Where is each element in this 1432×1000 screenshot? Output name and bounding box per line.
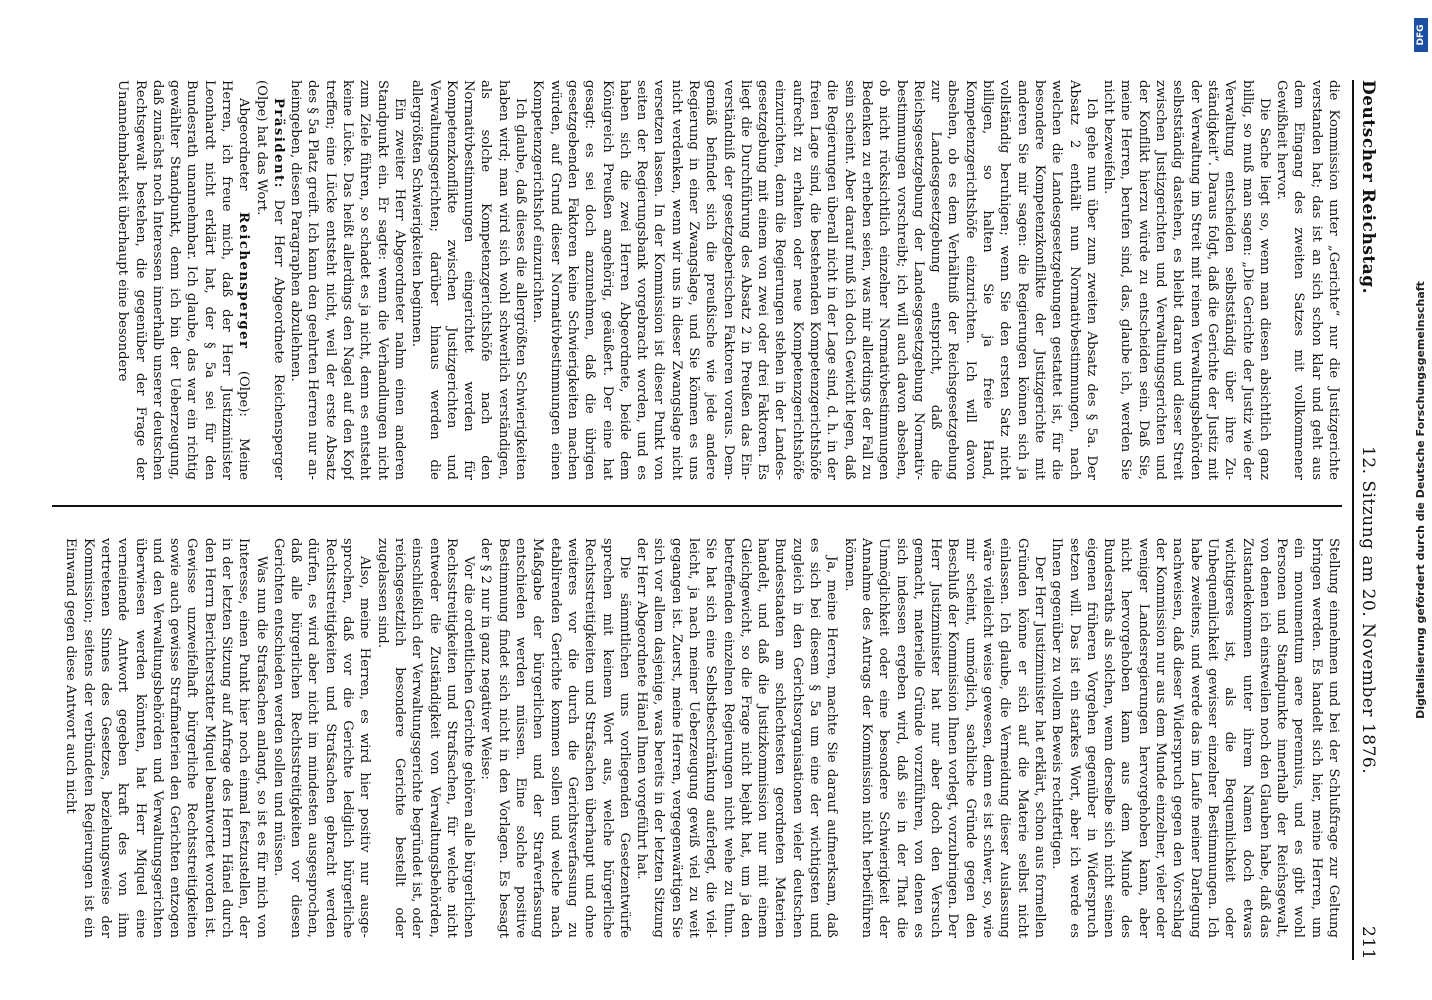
paragraph	[1273, 80, 1342, 480]
paragraph-text: Präsident: Der Herr Abgeordnete Reichensperger (Olpe) hat das Wort.	[253, 80, 286, 480]
speaker-name: Reichensperger	[236, 211, 252, 350]
paragraph-text: die Kommission unter „Gerichte“ nur die Justizgerichte verstanden hat; das ist an sich schon klar und geht aus dem Eingang des zweiten Satzes mit vollkommener Gewißheit hervor.	[1274, 80, 1341, 480]
dfg-sidebar	[1412, 10, 1430, 990]
paragraph	[408, 80, 529, 480]
speaker-name: Präsident:	[270, 98, 286, 190]
paragraph-text: Ich glaube, daß dieses die allergrößten Schwierigkeiten haben wird; man wird sich wohl schwerlich verständigen, als solche Kompetenzgerichtshöfe nach den Normativbestimmungen eingerichtet werden für Kompetenzkonflikte zwischen Justizgerichten und Verwaltungsgerichten; darüber hinaus werden die allergrößten Schwierigkeiten beginnen.	[409, 80, 529, 480]
paragraph-text: Ein zweiter Herr Abgeordneter nahm einen anderen Standpunkt ein. Er sagte: wenn die Verhandlungen nicht zum Ziele führen, so schadet es ja nicht, denn es entsteht keine Lücke. Das heißt allerdings den Nagel auf den Kopf treffen; eine Lücke entsteht nicht, weil der erste Absatz des § 5a Platz greift. Ich kann den geehrten Herren nur anheimgeben, diesen Paragraphen abzulehnen.	[288, 80, 407, 480]
paragraph-text: Abgeordneter Reichensperger (Olpe): Meine Herren, ich freue mich, daß der Herr Justizminister Leonhardt nicht erklärt hat, der § 5a sei für den Bundesrath unannehmbar. Ich glaube, das war ein richtig gewählter Standpunkt, denn ich bin der Ueberzeugung, daß zunächst noch Interessen innerhalb unserer deutschen Rechtsgewalt bestehen, die gegenüber der Frage der Unannehmbarkeit überhaupt eine besondere	[115, 80, 252, 480]
paragraph-text: Was nun die Strafsachen anlangt, so ist es für mich von Interesse, einen Punkt hier noch einmal festzustellen, der in der letzten Sitzung auf Anfrage des Herrn Hänel durch den Herrn Berichterstatter Miquel beantwortet worden ist. Gewisse unzweifelhaft bürgerliche Rechtsstreitigkeiten sowie auch gewisse Strafmaterien den Gerichten entzogen und den Verwaltungsbehörden und Verwaltungsgerichten überwiesen werden könnten, hat Herr Miquel eine verneinende Antwort gegeben kraft des von ihm vertretenen Sinnes des Gesetzes, beziehungsweise der Kommission; seitens der verbündeten Regierungen ist ein Einwand gegen diese Antwort auch nicht	[63, 538, 269, 938]
paragraph	[840, 538, 1048, 938]
paragraph	[477, 538, 633, 938]
page-header	[1352, 80, 1398, 960]
paragraph-text: Vor die ordentlichen Gerichte gehören alle bürgerlichen Rechtsstreitigkeiten und Strafsachen, für welche nicht entweder die Zuständigkeit von Verwaltungsbehörden, einschließlich der Verwaltungsgerichte begründet ist, oder reichsgesetzlich besondere Gerichte bestellt oder zugelassen sind.	[374, 538, 477, 938]
column-divider	[52, 505, 1342, 507]
paragraph	[62, 538, 270, 938]
paragraph	[287, 80, 408, 480]
paragraph	[633, 538, 841, 938]
paragraph	[252, 80, 287, 480]
publication-title: Deutscher Reichstag.	[1358, 80, 1378, 295]
paragraph	[529, 80, 1100, 480]
paragraph-text: Also, meine Herren, es wird hier positiv nur ausgesprochen, daß vor die Gerichte lediglich bürgerliche Rechtsstreitigkeiten und Strafsachen gebracht werden dürfen, es wird aber nicht im mindesten ausgesprochen, daß alle bürgerlichen Rechtsstreitigkeiten vor diesen Gerichten entschieden werden sollen und müssen.	[270, 538, 373, 938]
right-text-column	[32, 538, 1342, 938]
left-text-column	[32, 80, 1342, 480]
paragraph	[1048, 538, 1342, 938]
paragraph-text: Die Sache liegt so, wenn man diesen absichtlich ganz billig, so muß man sagen: „Die Gerichte der Justiz wie der Verwaltung entscheiden selbstständig über ihre Zuständigkeit“. Daraus folgt, daß die Gerichte der Justiz mit der Verwaltung im Streit mit reinen Verwaltungsbehörden selbstständig dastehen, es bleibt daran und dieser Streit zwischen Justizgerichten und Verwaltungsgerichten und der Konflikt hierzu würde zu entscheiden sein. Daß Sie, meine Herren, berufen sind, das, glaube ich, werden Sie nicht bezweifeln.	[1101, 80, 1272, 480]
dfg-credit-text: Digitalisierung gefördert durch die Deutsche Forschungsgemeinschaft	[1414, 281, 1427, 719]
paragraph	[1100, 80, 1273, 480]
paragraph	[373, 538, 477, 938]
dfg-logo-text: DFG	[1416, 24, 1426, 46]
paragraph	[114, 80, 252, 480]
paragraph-text: Ja, meine Herren, machte Sie darauf aufmerksam, daß es sich bei diesem § 5a um eine der wichtigsten und zugleich in den Gerichtsorganisationen vieler deutschen Bundesstaaten am schlechtesten geordneten Materien handelt, und daß die Justizkommission nur mit einem Gleichgewicht, so die Frage nicht bejaht hat, um ja den betreffenden einzelnen Regierungen nicht wehe zu thun. Sie hat sich eine Selbstbeschränkung auferlegt, die vielleicht, ja nach meiner Ueberzeugung gewiß viel zu weit gegangen ist. Zuerst, meine Herren, vergegenwärtigen Sie sich vor allem dasjenige, was bereits in der letzten Sitzung der Herr Abgeordnete Hänel Ihnen vorgeführt hat.	[634, 538, 840, 938]
paragraph-text: Stellung einnehmen und bei der Schlußfrage zur Geltung bringen werden. Es handelt sich hier, meine Herren, um ein monumentum aere perennius, und es gibt wohl Personen und Standpunkte innerhalb der Reichsgewalt, von denen ich einstweilen noch den Glauben habe, daß das Zustandekommen unter ihrem Namen doch etwas wichtigeres ist, als die Bequemlichkeit oder Unbequemlichkeit gewisser einzelner Bestimmungen. Ich habe zweitens, und werde das im Laufe meiner Darlegung nachweisen, daß dieser Widerspruch gegen den Vorschlag der Kommission nur aus dem Munde einzelner, vieler oder weniger Landesregierungen hervorgehoben kann, aber nicht hervorgehoben kann aus dem Munde des Bundesraths als solchen, wenn derselbe sich nicht seinen eigenen früheren Vorgehen gegenüber in Widerspruch setzen will. Das ist ein starkes Wort, aber ich werde es Ihnen gegenüber zu vollem Beweis rechtfertigen.	[1049, 538, 1341, 938]
page-number: 211	[1358, 926, 1378, 960]
paragraph-text: Der Herr Justizminister hat erklärt, schon aus formellen Gründen könne er sich auf die Materie selbst nicht einlassen. Ich glaube, die Vermeidung dieser Auslassung wäre vielleicht weise gewesen, denn es ist schwer, so, wie mir scheint, unmöglich, sachliche Gründe gegen den Beschluß der Kommission Ihnen vorlegt, vorzubringen. Der Herr Justizminister hat nur aber doch den Versuch gemacht, materielle Gründe vorzuführen, von denen es sich indessen ergeben wird, daß sie in der That die Unmöglichkeit oder eine besondere Schwierigkeit der Annahme des Antrags der Kommission nicht herbeiführen können.	[841, 538, 1047, 938]
paragraph-text: Die sämmtlichen uns vorliegenden Gesetzentwürfe sprechen mit keinem Wort aus, welche bürgerliche Rechtsstreitigkeiten und Strafsachen überhaupt und ohne weiteres vor die durch die Gerichtsverfassung zu etablirenden Gerichte kommen sollen und welche nach Maßgabe der bürgerlichen und der Strafverfassung entschieden werden müssen. Eine solche positive Bestimmung findet sich nicht in den Vorlagen. Es besagt der § 2 nur in ganz negativer Weise:	[478, 538, 632, 938]
paragraph	[270, 538, 374, 938]
paragraph-text: Ich gehe nun über zum zweiten Absatz des § 5a. Der Absatz 2 enthält nun Normativbestimmungen, nach welchen die Landesgesetzgebungen gestattet ist, für die besondere Kompetenzkonflikte der Justizgerichte mit anderen Sie mir sagen: die Regierungen können sich ja vollständig beruhigen; wenn Sie den ersten Satz nicht billigen, so halten Sie ja freie Hand, Kompetenzgerichtshöfe einzurichten. Ich will davon absehen, ob es dem Verhältniß der Reichsgesetzgebung zur Landesgesetzgebung entspricht, daß die Reichsgesetzgebung der Landesgesetzgebung Normativbestimmungen vorschreibt; ich will auch davon absehen, ob nicht rücksichtlich einzelner Normativbestimmungen Bedenken zu erheben seien, was mir allerdings der Fall zu sein scheint. Aber darauf muß ich doch Gewicht legen, daß die Regierungen überall nicht in der Lage sind, d. h. in der freien Lage sind, die bestehenden Kompetenzgerichtshöfe aufrecht zu erhalten oder neue Kompetenzgerichtshöfe einzurichten, denn die Regierungen stehen in der Landesgesetzgebung mit einem von zwei oder drei Faktoren. Es liegt die Durchführung des Absatz 2 in Preußen das Einverständniß der gesetzgeberischen Faktoren voraus. Demgemäß befindet sich die preußische wie jede andere Regierung in einer Zwangslage, und Sie können es uns nicht verdenken, wenn wir uns in dieser Zwangslage nicht versetzen lassen. In der Kommission ist dieser Punkt von seiten der Regierungsbank vorgebracht worden, und es haben sich die zwei Herren Abgeordnete, beide dem Königreich Preußen angehörig, geäußert. Der eine hat gesagt: es sei doch anzunehmen, daß die übrigen gesetzgebenden Faktoren keine Schwierigkeiten machen würden, auf Grund dieser Normativbestimmungen einen Kompetenzgerichtshof einzurichten.	[530, 80, 1099, 480]
session-date: 12. Sitzung am 20. November 1876.	[1358, 446, 1378, 775]
